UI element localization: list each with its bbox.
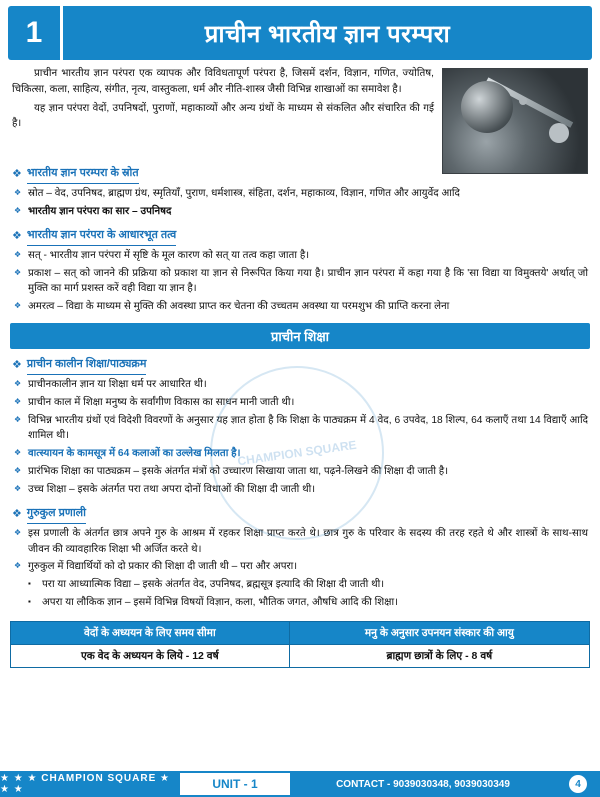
watermark: CHAMPION SQUARE (199, 355, 396, 552)
diamond-icon: ❖ (12, 229, 22, 242)
page-content (0, 60, 600, 315)
diamond-bullet-icon: ❖ (14, 379, 22, 389)
section-heading-text: प्राचीन कालीन शिक्षा/पाठ्यक्रम (27, 356, 147, 375)
list-item (12, 482, 588, 498)
page-content-2 (0, 356, 600, 611)
section-heading-fundamentals (12, 227, 588, 246)
table-header-row (11, 621, 590, 644)
footer-brand: ★ ★ ★ CHAMPION SQUARE ★ ★ ★ (0, 771, 180, 797)
diamond-bullet-icon: ❖ (14, 396, 22, 406)
list-item (12, 413, 588, 445)
diamond-icon: ❖ (12, 358, 22, 371)
table-cell: ब्राह्मण छात्रों के लिए - 8 वर्ष (289, 644, 589, 667)
list-item (12, 446, 588, 462)
list-item-text: इस प्रणाली के अंतर्गत छात्र अपने गुरु के आश्रम में रहकर शिक्षा प्राप्त करते थे। छात्र गुरु के परिवार के सदस्य की तरह रहते थे और शास्त्रों के साथ-साथ जीवन की व्यावहारिक शिक्षा भी अर्जित करते थे। (28, 527, 588, 555)
section-heading-sources (12, 165, 434, 184)
diamond-bullet-icon: ❖ (14, 527, 22, 537)
table-cell: एक वेद के अध्ययन के लिये - 12 वर्ष (11, 644, 290, 667)
page (0, 6, 600, 797)
list-item (12, 299, 588, 315)
diamond-bullet-icon: ❖ (14, 561, 22, 571)
diamond-bullet-icon: ❖ (14, 414, 22, 424)
diamond-bullet-icon: ❖ (14, 205, 22, 215)
list-item-text: प्राचीनकालीन ज्ञान या शिक्षा धर्म पर आधारित थी। (28, 379, 207, 391)
diamond-bullet-icon: ❖ (14, 301, 22, 311)
diamond-bullet-icon: ❖ (14, 466, 22, 476)
list-item-text: उच्च शिक्षा – इसके अंतर्गत परा तथा अपरा दोनों विधाओं की शिक्षा दी जाती थी। (28, 483, 316, 495)
list-fundamentals (12, 248, 588, 315)
list-item-text: विभिन्न भारतीय ग्रंथों एवं विदेशी विवरणों के अनुसार यह ज्ञात होता है कि शिक्षा के पाठ्यक्रम में 4 वेद, 6 उपवेद, 18 शिल्प, 64 कलाएँ तथा 14 विद्याएँ आदि शामिल थी। (28, 414, 588, 442)
list-item (12, 186, 588, 202)
list-item-text: अमरत्व – विद्या के माध्यम से मुक्ति की अवस्था प्राप्त कर चेतना की उच्चतम अवस्था या परमशुभ की प्राप्ति करना लेना (28, 301, 450, 313)
chapter-number: 1 (8, 6, 60, 60)
section-heading-text: भारतीय ज्ञान परम्परा के स्रोत (27, 165, 139, 184)
diamond-bullet-icon: ❖ (14, 249, 22, 259)
list-item-text: प्रारंभिक शिक्षा का पाठ्यक्रम – इसके अंतर्गत मंत्रों को उच्चारण सिखाया जाता था, पढ़ने-लिखने की शिक्षा दी जाती है। (28, 466, 449, 478)
diamond-bullet-icon: ❖ (14, 188, 22, 198)
intro-paragraph-1: प्राचीन भारतीय ज्ञान परंपरा एक व्यापक और विविधतापूर्ण परंपरा है, जिसमें दर्शन, विज्ञान, गणित, ज्योतिष, चिकित्सा, कला, साहित्य, संगीत, नृत्य, वास्तुकला, धर्म और नीति-शास्त्र जैसी विभिन्न शाखाओं का समावेश है। (12, 68, 434, 95)
list-item (12, 395, 588, 411)
section-heading-ancient-curriculum (12, 356, 588, 375)
diamond-icon: ❖ (12, 168, 22, 180)
section-heading-gurukul (12, 505, 588, 524)
list-item (12, 559, 588, 575)
intro-block (12, 66, 588, 158)
list-item (12, 377, 588, 393)
list-item-text: परा या आध्यात्मिक विद्या – इसके अंतर्गत वेद, उपनिषद, ब्रह्मसूत्र इत्यादि की शिक्षा दी जाती थी। (42, 579, 385, 591)
table-header-cell: वेदों के अध्ययन के लिए समय सीमा (11, 621, 290, 644)
footer-contact: CONTACT - 9039030348, 9039030349 (290, 771, 556, 797)
table-header-cell: मनु के अनुसार उपनयन संस्कार की आयु (289, 621, 589, 644)
chapter-header (8, 6, 592, 60)
diamond-bullet-icon: ❖ (14, 448, 22, 458)
list-gurukul (12, 526, 588, 611)
list-item (12, 577, 588, 593)
page-footer (0, 771, 600, 797)
list-item (12, 266, 588, 298)
section-heading-text: गुरुकुल प्रणाली (27, 505, 86, 524)
list-item (12, 248, 588, 264)
list-item-text: वात्स्यायन के कामसूत्र में 64 कलाओं का उल्लेख मिलता है। (28, 448, 241, 460)
list-item (12, 595, 588, 611)
list-item-text: स्रोत – वेद, उपनिषद, ब्राह्मण ग्रंथ, स्मृतियाँ, पुराण, धर्मशास्त्र, संहिता, दर्शन, महाकाव्य, विज्ञान, गणित और आयुर्वेद आदि (28, 188, 460, 200)
list-item-text: अपरा या लौकिक ज्ञान – इसमें विभिन्न विषयों विज्ञान, कला, भौतिक जगत, औषधि आदि की शिक्षा। (42, 597, 398, 608)
list-ancient-curriculum (12, 377, 588, 498)
list-sources (12, 186, 588, 220)
info-table (10, 621, 590, 668)
footer-page-number (556, 771, 600, 797)
list-item-text: प्रकाश – सत् को जानने की प्रक्रिया को प्रकाश या ज्ञान से निरूपित किया गया है। प्राचीन ज्ञान परंपरा में कहा गया है कि 'सा विद्या या विमुक्तये' अर्थात् जो मुक्ति का मार्ग प्रशस्त करें वही विद्या या ज्ञान है। (28, 267, 588, 295)
list-item-text: गुरुकुल में विद्यार्थियों को दो प्रकार की शिक्षा दी जाती थी – परा और अपरा। (28, 561, 298, 573)
diamond-bullet-icon: ❖ (14, 483, 22, 493)
list-item (12, 204, 588, 220)
list-item-text: सत् - भारतीय ज्ञान परंपरा में सृष्टि के मूल कारण को सत् या तत्व कहा जाता है। (28, 249, 310, 261)
veena-illustration (442, 68, 588, 174)
section-heading-text: भारतीय ज्ञान परंपरा के आधारभूत तत्व (27, 227, 176, 246)
diamond-icon: ❖ (12, 507, 22, 520)
footer-unit: UNIT - 1 (180, 771, 290, 797)
table-row (11, 644, 590, 667)
section-banner: प्राचीन शिक्षा (10, 323, 590, 349)
intro-paragraph-2: यह ज्ञान परंपरा वेदों, उपनिषदों, पुराणों, महाकाव्यों और अन्य ग्रंथों के माध्यम से संकलित और संचारित की गई है। (12, 102, 434, 130)
list-item-text: भारतीय ज्ञान परंपरा का सार – उपनिषद (28, 205, 172, 217)
page-number-text: 4 (569, 775, 587, 793)
list-item-text: प्राचीन काल में शिक्षा मनुष्य के सर्वांगीण विकास का साधन मानी जाती थी। (28, 396, 295, 408)
square-bullet-icon: ▪ (28, 597, 31, 606)
list-item (12, 464, 588, 480)
page-title: प्राचीन भारतीय ज्ञान परम्परा (63, 6, 592, 60)
list-item (12, 526, 588, 558)
diamond-bullet-icon: ❖ (14, 267, 22, 277)
square-bullet-icon: ▪ (28, 579, 31, 589)
